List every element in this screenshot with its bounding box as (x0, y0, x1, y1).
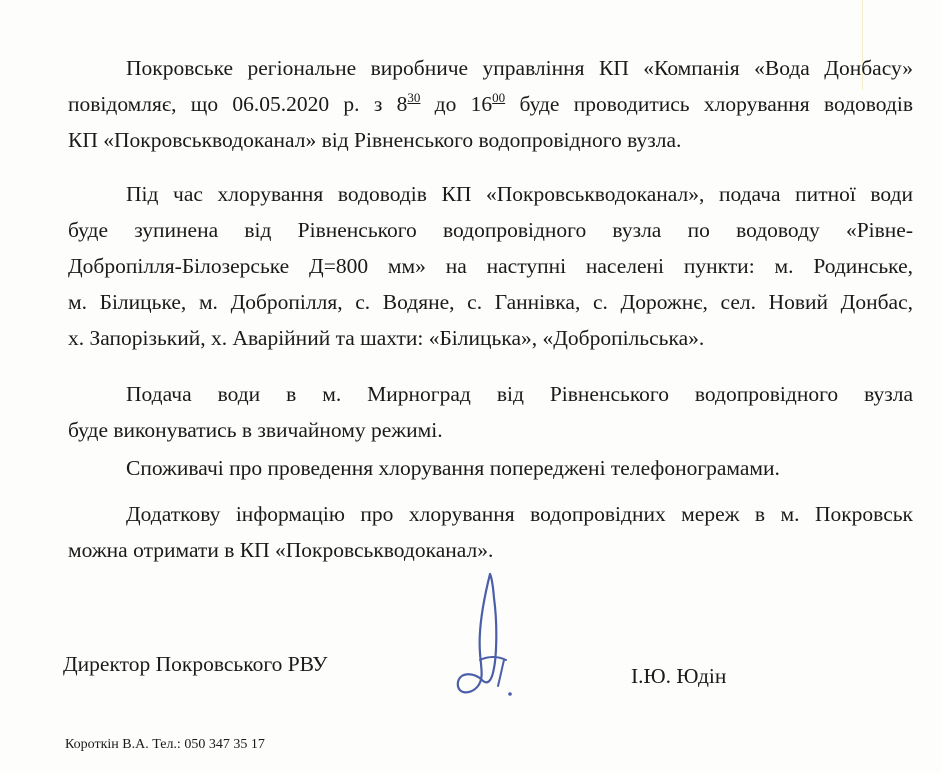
start-minutes: 30 (407, 90, 421, 105)
line-tail: буде проводитись хлорування водоводів (505, 92, 913, 116)
paragraph-line: х. Запорізький, х. Аварійний та шахти: «Білицька», «Добропільська». (68, 326, 705, 350)
paragraph-line: Під час хлорування водоводів КП «Покровськводоканал», подача питної води (126, 182, 913, 206)
paragraph-consumers (68, 450, 913, 486)
paragraph-line: Подача води в м. Мирноград від Рівненського водопровідного вузла (126, 382, 913, 406)
paragraph-line: КП «Покровськводоканал» від Рівненського водопровідного вузла. (68, 128, 682, 152)
handwritten-signature (448, 568, 528, 708)
paragraph-line: можна отримати в КП «Покровськводоканал». (68, 538, 494, 562)
contact-footer: Короткін В.А. Тел.: 050 347 35 17 (65, 737, 265, 752)
paragraph-line: буде виконуватись в звичайному режимі. (68, 418, 443, 442)
paragraph-line: Додаткову інформацію про хлорування водопровідних мереж в м. Покровськ (126, 502, 913, 526)
signatory-title: Директор Покровського РВУ (63, 652, 328, 676)
paragraph-supply-stop (68, 176, 913, 356)
line-text: повідомляє, що 06.05.2020 р. з 8 (68, 92, 408, 116)
paragraph-line: Добропілля-Білозерське Д=800 мм» на наступні населені пункти: м. Родинське, (68, 254, 913, 278)
time-mid: до 16 (420, 92, 493, 116)
paragraph-additional-info (68, 496, 913, 568)
end-minutes: 00 (492, 90, 506, 105)
signatory-name: І.Ю. Юдін (631, 664, 727, 688)
paragraph-line: Покровське регіональне виробниче управління КП «Компанія «Вода Донбасу» (126, 56, 913, 80)
paragraph-line: буде зупинена від Рівненського водопровідного вузла по водоводу «Рівне- (68, 218, 913, 242)
paragraph-line: Споживачі про проведення хлорування попереджені телефонограмами. (126, 456, 780, 480)
paragraph-line-with-time (68, 86, 913, 122)
paragraph-myrnohrad (68, 376, 913, 448)
paragraph-announcement (68, 50, 913, 158)
paragraph-line: м. Білицьке, м. Добропілля, с. Водяне, с. Ганнівка, с. Дорожнє, сел. Новий Донбас, (68, 290, 913, 314)
